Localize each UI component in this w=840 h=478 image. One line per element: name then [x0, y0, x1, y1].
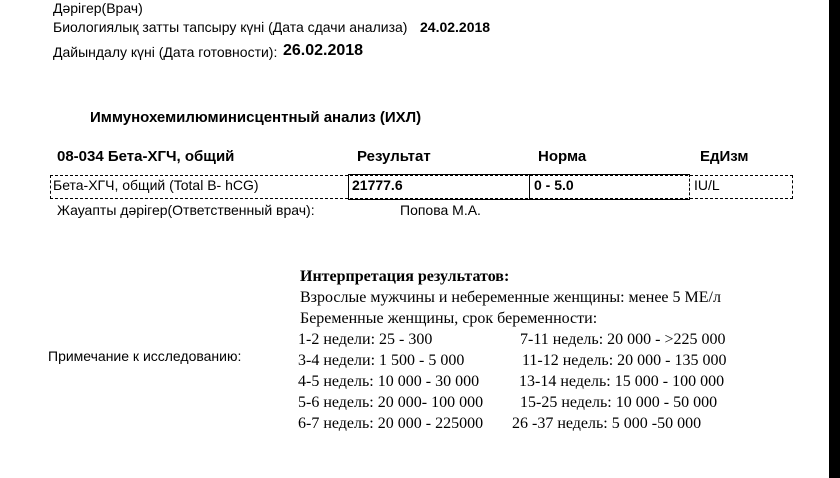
interp-left-4: 5-6 недель: 20 000- 100 000 [298, 394, 484, 411]
interp-right-4: 15-25 недель: 10 000 - 50 000 [520, 394, 718, 411]
section-title: Иммунохемилюминисцентный анализ (ИХЛ) [90, 109, 422, 126]
row-norm-value: 0 - 5.0 [534, 177, 574, 193]
header-norm: Норма [538, 148, 587, 165]
row-result-value: 21777.6 [352, 177, 403, 193]
header-unit: ЕдИзм [700, 148, 749, 165]
submit-date-label: Биологиялық затты тапсыру күні (Дата сдачи анализа) [53, 19, 408, 35]
interpretation-title: Интерпретация результатов: [300, 268, 510, 285]
interp-left-3: 4-5 недель: 10 000 - 30 000 [298, 373, 480, 390]
submit-date-value: 24.02.2018 [420, 19, 491, 35]
note-label: Примечание к исследованию: [48, 348, 242, 364]
responsible-name: Попова М.А. [400, 202, 481, 218]
interp-left-5: 6-7 недель: 20 000 - 225000 [298, 415, 484, 432]
header-result: Результат [357, 148, 431, 165]
ready-date-label: Дайындалу күні (Дата готовности): [53, 44, 278, 60]
interp-right-3: 13-14 недель: 15 000 - 100 000 [519, 373, 725, 390]
interp-right-5: 26 -37 недель: 5 000 -50 000 [512, 415, 702, 432]
row-unit-value: IU/L [694, 177, 720, 193]
interp-right-1: 7-11 недель: 20 000 - >225 000 [520, 331, 726, 348]
interpretation-line2: Беременные женщины, срок беременности: [300, 310, 598, 327]
interp-left-2: 3-4 недели: 1 500 - 5 000 [298, 352, 465, 369]
interp-left-1: 1-2 недели: 25 - 300 [298, 331, 433, 348]
interp-right-2: 11-12 недель: 20 000 - 135 000 [522, 352, 727, 369]
row-test-name: Бета-ХГЧ, общий (Total B- hCG) [53, 177, 259, 193]
doctor-label: Дәрігер(Врач) [53, 0, 143, 16]
header-test: 08-034 Бета-ХГЧ, общий [57, 148, 235, 165]
responsible-label: Жауапты дәрігер(Ответственный врач): [57, 202, 315, 218]
page-edge-bar [829, 0, 840, 478]
interpretation-line1: Взрослые мужчины и небеременные женщины: менее 5 МЕ/л [300, 289, 721, 306]
ready-date-value: 26.02.2018 [283, 42, 364, 59]
